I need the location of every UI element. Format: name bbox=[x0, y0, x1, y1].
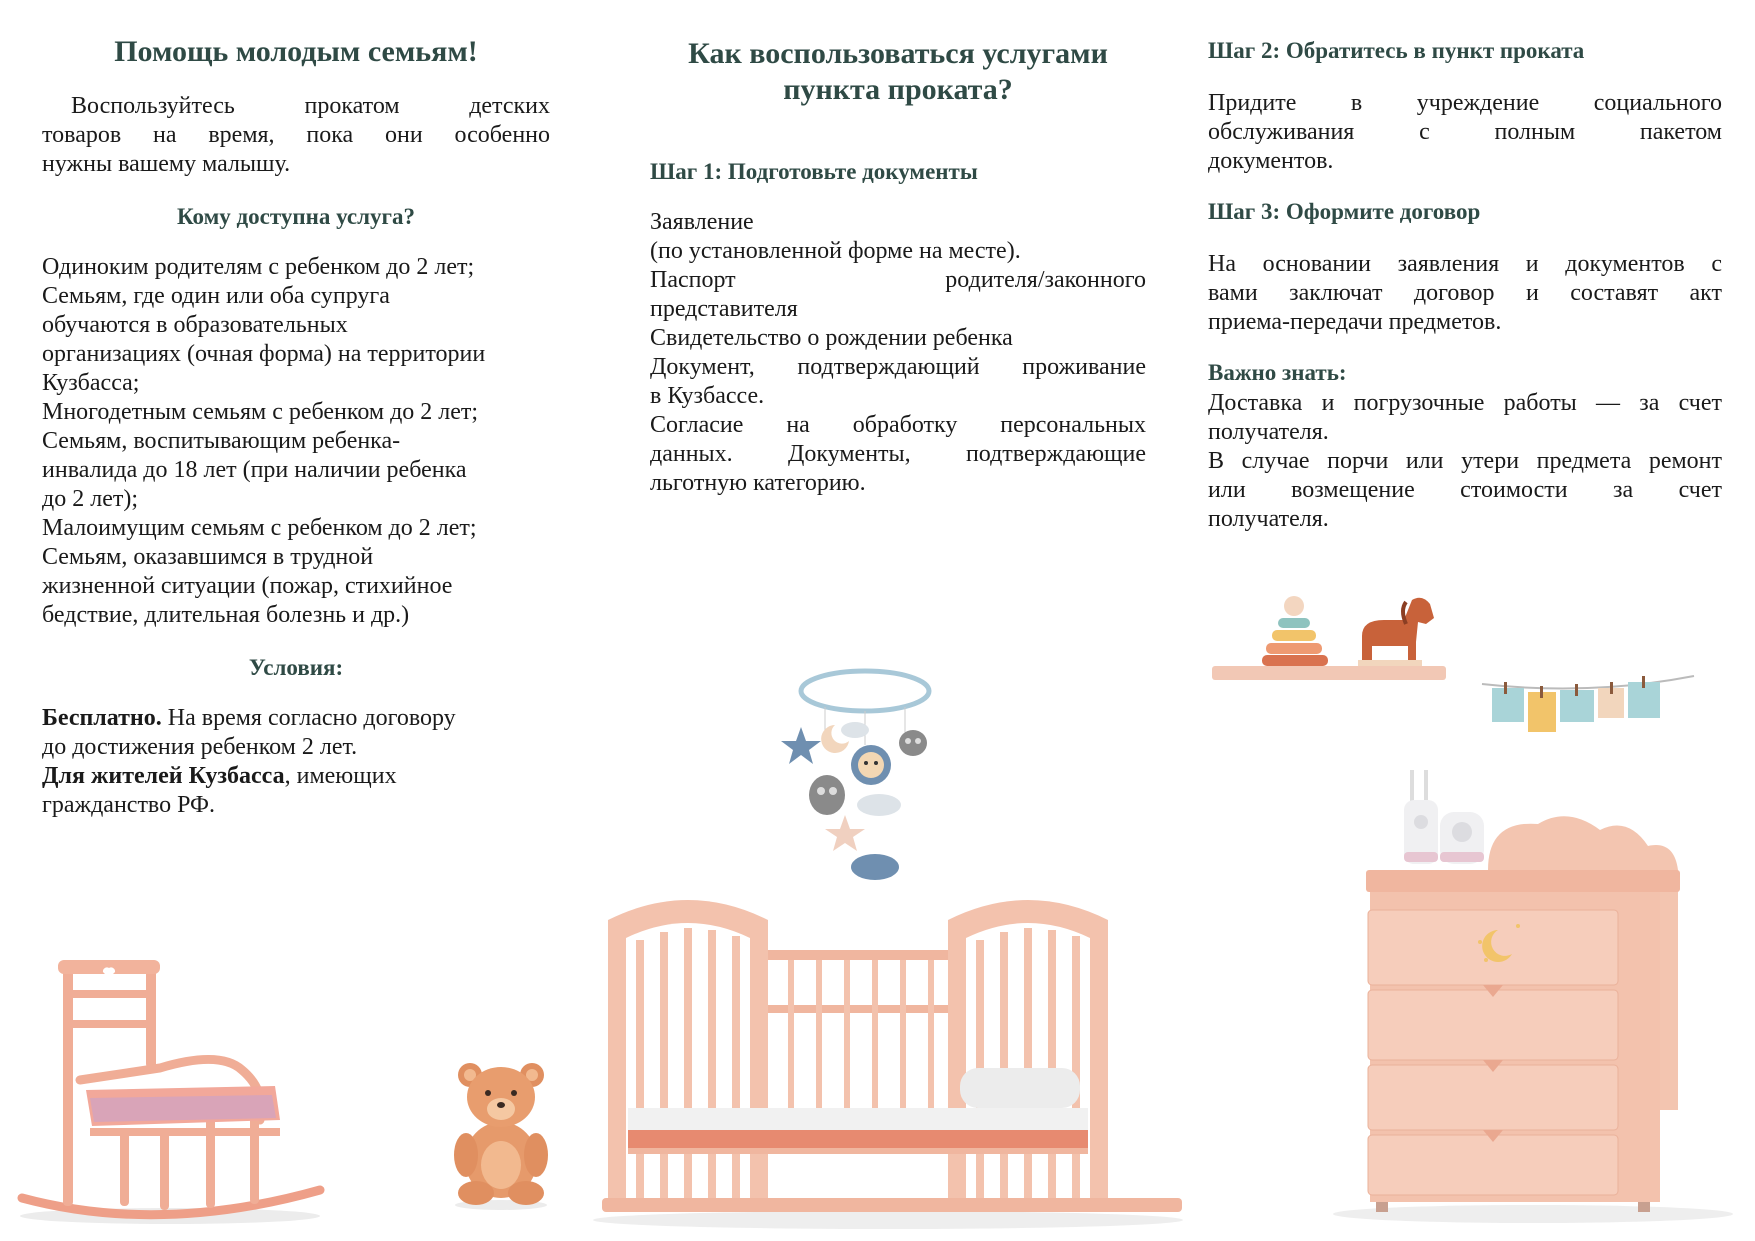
who-line: Малоимущим семьям с ребенком до 2 лет; bbox=[42, 515, 477, 541]
condition-line bbox=[42, 704, 550, 733]
step2-line: обслуживания с полным пакетом bbox=[1208, 119, 1722, 145]
step3-line: приема-передачи предметов. bbox=[1208, 309, 1502, 335]
intro-paragraph bbox=[42, 92, 550, 179]
who-line: жизненной ситуации (пожар, стихийное bbox=[42, 573, 453, 599]
page-title: Помощь молодым семьям! bbox=[114, 35, 478, 68]
free-label: Бесплатно. bbox=[42, 705, 162, 731]
important-line: получателя. bbox=[1208, 506, 1329, 532]
who-line: организациях (очная форма) на территории bbox=[42, 341, 486, 367]
toy-shelf-icon bbox=[1212, 590, 1452, 685]
residents-label: Для жителей Кузбасса bbox=[42, 763, 285, 789]
who-line: Многодетным семьям с ребенком до 2 лет; bbox=[42, 399, 479, 425]
doc-line: Заявление bbox=[650, 209, 754, 235]
important-line: В случае порчи или утери предмета ремонт bbox=[1208, 448, 1722, 474]
column-right bbox=[1208, 0, 1722, 534]
crib-mobile-icon bbox=[775, 665, 955, 895]
doc-line: (по установленной форме на месте). bbox=[650, 238, 1021, 264]
who-list bbox=[42, 253, 550, 630]
doc-line: данных. Документы, подтверждающие bbox=[650, 441, 1146, 467]
step3-line: вами заключат договор и составят акт bbox=[1208, 280, 1722, 306]
important-heading: Важно знать: bbox=[1208, 360, 1347, 385]
conditions-text bbox=[42, 704, 550, 820]
doc-line: Согласие на обработку персональных bbox=[650, 412, 1146, 438]
condition-line bbox=[42, 762, 550, 791]
who-line: Одиноким родителям с ребенком до 2 лет; bbox=[42, 254, 475, 280]
who-heading: Кому доступна услуга? bbox=[177, 204, 415, 229]
important-line: или возмещение стоимости за счет bbox=[1208, 477, 1722, 503]
rocking-chair-icon bbox=[10, 950, 330, 1230]
important-line: получателя. bbox=[1208, 419, 1329, 445]
intro-line: товаров на время, пока они особенно bbox=[42, 122, 550, 148]
important-line: Доставка и погрузочные работы — за счет bbox=[1208, 390, 1722, 416]
condition-text: На время согласно договору bbox=[161, 705, 456, 731]
intro-line: Воспользуйтесь прокатом детских bbox=[71, 93, 550, 119]
doc-line: Свидетельство о рождении ребенка bbox=[650, 325, 1013, 351]
condition-text: , имеющих bbox=[284, 763, 397, 789]
doc-line: льготную категорию. bbox=[650, 470, 866, 496]
who-line: до 2 лет); bbox=[42, 486, 138, 512]
who-line: Семьям, воспитывающим ребенка- bbox=[42, 428, 401, 454]
who-line: обучаются в образовательных bbox=[42, 312, 348, 338]
step1-documents bbox=[650, 208, 1146, 498]
who-line: Кузбасса; bbox=[42, 370, 140, 396]
column-left bbox=[42, 0, 550, 820]
section-title-line: Как воспользоваться услугами bbox=[688, 37, 1108, 70]
clothesline-icon bbox=[1480, 670, 1700, 750]
step3-line: На основании заявления и документов с bbox=[1208, 251, 1722, 277]
doc-line: Паспорт родителя/законного bbox=[650, 267, 1146, 293]
baby-crib-icon bbox=[588, 880, 1188, 1235]
important-text bbox=[1208, 389, 1722, 534]
section-title-line: пункта проката? bbox=[783, 73, 1013, 106]
teddy-bear-icon bbox=[446, 1055, 556, 1210]
who-line: Семьям, где один или оба супруга bbox=[42, 283, 390, 309]
condition-line: гражданство РФ. bbox=[42, 792, 215, 818]
section-title bbox=[650, 36, 1146, 108]
column-middle bbox=[650, 0, 1146, 498]
step3-text bbox=[1208, 250, 1722, 337]
doc-line: Документ, подтверждающий проживание bbox=[650, 354, 1146, 380]
step2-line: документов. bbox=[1208, 148, 1334, 174]
step2-heading: Шаг 2: Обратитесь в пункт проката bbox=[1208, 38, 1585, 63]
condition-line: до достижения ребенком 2 лет. bbox=[42, 734, 358, 760]
intro-line: нужны вашему малышу. bbox=[42, 151, 291, 177]
dresser-icon bbox=[1318, 810, 1738, 1230]
step2-line: Придите в учреждение социального bbox=[1208, 90, 1722, 116]
step1-heading: Шаг 1: Подготовьте документы bbox=[650, 159, 978, 184]
who-line: Семьям, оказавшимся в трудной bbox=[42, 544, 374, 570]
doc-line: представителя bbox=[650, 296, 798, 322]
conditions-heading: Условия: bbox=[248, 655, 344, 680]
step2-text bbox=[1208, 89, 1722, 176]
doc-line: в Кузбассе. bbox=[650, 383, 765, 409]
who-line: бедствие, длительная болезнь и др.) bbox=[42, 602, 410, 628]
step3-heading: Шаг 3: Оформите договор bbox=[1208, 199, 1481, 224]
who-line: инвалида до 18 лет (при наличии ребенка bbox=[42, 457, 467, 483]
